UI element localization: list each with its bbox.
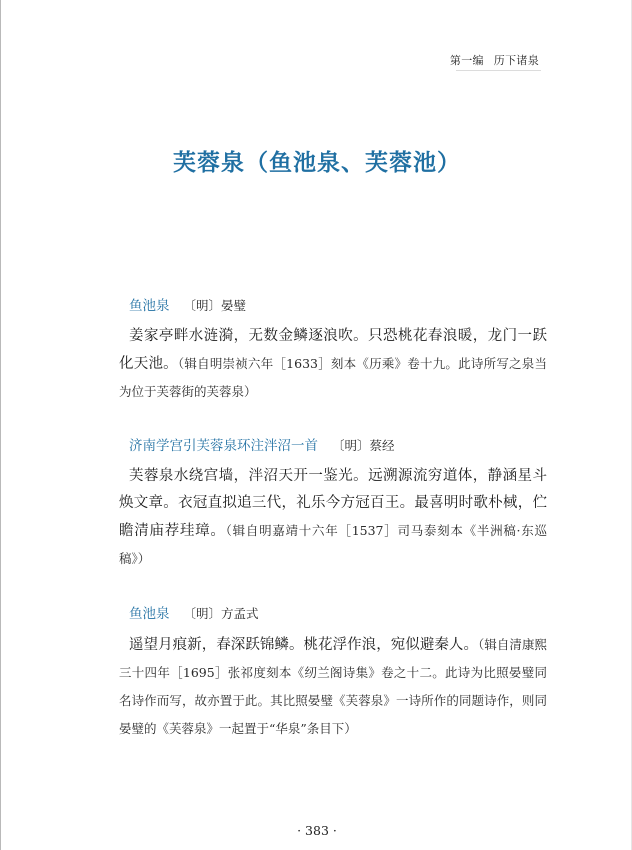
poem-author: 〔明〕方孟式 xyxy=(183,606,259,621)
poem-entry xyxy=(119,436,547,573)
source-note: （辑自清康熙三十四年［1695］张祁度刻本《纫兰阁诗集》卷之十二。此诗为比照晏璧同名诗作而写，故亦置于此。其比照晏璧《芙蓉泉》一诗所作的同题诗作，则同晏璧的《芙蓉泉》一起置于“华泉”条目下） xyxy=(119,637,547,736)
running-header-part: 第一编 xyxy=(449,54,484,67)
poem-entry xyxy=(119,296,547,406)
poem-title: 鱼池泉 xyxy=(129,298,170,314)
poem-heading xyxy=(129,436,547,456)
poem-body xyxy=(119,323,547,406)
chapter-title: 芙蓉泉（鱼池泉、芙蓉池） xyxy=(173,150,461,176)
poem-body xyxy=(119,631,547,743)
poem-title: 济南学宫引芙蓉泉环注泮沼一首 xyxy=(129,438,318,454)
running-header-section: 历下诸泉 xyxy=(493,54,539,67)
page-number: · 383 · xyxy=(297,823,337,838)
poem-entry xyxy=(119,604,547,743)
poem-body xyxy=(119,463,547,573)
poem-title: 鱼池泉 xyxy=(129,606,170,622)
poem-author: 〔明〕蔡经 xyxy=(332,438,395,453)
header-rule xyxy=(456,70,541,71)
poem-heading xyxy=(129,604,547,624)
running-header xyxy=(450,52,539,68)
source-note: （辑自明崇祯六年［1633］刻本《历乘》卷十九。此诗所写之泉当为位于芙蓉街的芙蓉泉） xyxy=(119,356,547,399)
poem-verse: 遥望月痕新，春深跃锦鳞。桃花浮作浪，宛似避秦人。 xyxy=(129,637,479,653)
poem-verse: 芙蓉泉水绕宫墙，泮沼天开一鉴光。远溯源流穷道体，静涵星斗焕文章。衣冠直拟追三代，礼乐今方冠百王。最喜明时歌朴棫，伫瞻清庙荐珪璋。 xyxy=(119,468,547,539)
source-note: （辑自明嘉靖十六年［1537］司马泰刻本《半洲稿·东巡稿》） xyxy=(119,523,547,566)
poem-verse: 姜家亭畔水涟漪，无数金鳞逐浪吹。只恐桃花春浪暖，龙门一跃化天池。 xyxy=(119,328,547,372)
poem-author: 〔明〕晏璧 xyxy=(183,298,247,313)
poem-heading xyxy=(129,296,547,316)
